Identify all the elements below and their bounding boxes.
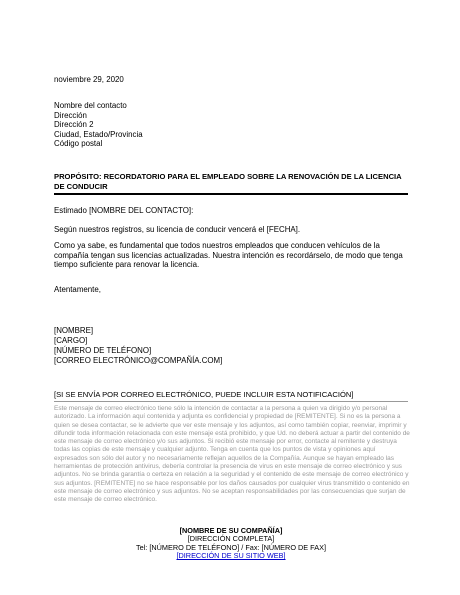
body-paragraph-1: Según nuestros registros, su licencia de conducir vencerá el [FECHA]. <box>54 225 301 234</box>
address-line: Dirección 2 <box>54 120 94 130</box>
footer-website-link[interactable]: [DIRECCIÓN DE SU SITIO WEB] <box>176 551 286 561</box>
notice-divider <box>54 401 408 402</box>
signature-phone: [NÚMERO DE TELÉFONO] <box>54 346 152 355</box>
email-notice-title: [SI SE ENVÍA POR CORREO ELECTRÓNICO, PUEDE INCLUIR ESTA NOTIFICACIÓN] <box>54 390 354 399</box>
signature-block <box>54 326 409 366</box>
footer-company: [NOMBRE DE SU COMPAÑÍA] <box>179 526 283 535</box>
purpose-divider <box>54 193 408 195</box>
footer-phone-fax: Tel: [NÚMERO DE TELÉFONO] / Fax: [NÚMERO DE FAX] <box>135 542 327 552</box>
body-paragraph-2: Como ya sabe, es fundamental que todos nuestros empleados que conducen vehículos de la compañía tengan sus licencias actualizadas. Nuestra intención es recordárselo, de modo que tenga tiempo suficiente para renovar la licencia. <box>54 241 403 270</box>
purpose-heading: PROPÓSITO: RECORDATORIO PARA EL EMPLEADO SOBRE LA RENOVACIÓN DE LA LICENCIA DE CONDUCIR <box>54 172 402 191</box>
address-line: Nombre del contacto <box>54 101 127 110</box>
address-line: Código postal <box>54 139 103 149</box>
signature-name: [NOMBRE] <box>54 326 94 335</box>
closing: Atentamente, <box>54 285 101 294</box>
salutation: Estimado [NOMBRE DEL CONTACTO]: <box>54 206 194 215</box>
recipient-address <box>54 101 409 149</box>
signature-title: [CARGO] <box>54 336 88 345</box>
footer-address: [DIRECCIÓN COMPLETA] <box>187 534 275 544</box>
company-footer <box>54 527 408 561</box>
address-line: Ciudad, Estado/Provincia <box>54 129 143 139</box>
email-disclaimer: Este mensaje de correo electrónico tiene sólo la intención de contactar a la persona a quien va dirigido y/o personal autorizado. La información aquí contenida y adjunta es confidencial y propiedad de [REMITENTE]. Si no es la persona a quien se desea contactar, se le advierte que ver este mensaje y los adjuntos, así como también copiar, reenviar, imprimir y difundir toda información relacionada con este mensaje está prohibido, y que Ud. no deberá actuar a partir del contenido de este mensaje de correo electrónico y/o sus adjuntos. Si recibió este mensaje por error, contacte al remitente y destruya todas las copias de este mensaje y cualquier adjunto. Tenga en cuenta que los puntos de vista y opiniones aquí expresados son sólo del autor y no necesariamente reflejan aquellos de la Compañía. Aunque se hayan empleado las herramientas de protección antivirus, debería controlar la presencia de virus en este mensaje de correo electrónico y sus adjuntos. No se brinda garantía o certeza en relación a la seguridad y el contenido de este mensaje de correo electrónico y sus adjuntos. [REMITENTE] no se hace responsable por los daños causados por cualquier virus transmitido o contenido en este mensaje de correo electrónico y sus adjuntos. No se aceptan responsabilidades por las consecuencias que surjan de este mensaje de correo electrónico. <box>54 405 410 504</box>
signature-email: [CORREO ELECTRÓNICO@COMPAÑÍA.COM] <box>54 356 223 365</box>
letter-date: noviembre 29, 2020 <box>54 75 124 84</box>
address-line: Dirección <box>54 110 87 120</box>
